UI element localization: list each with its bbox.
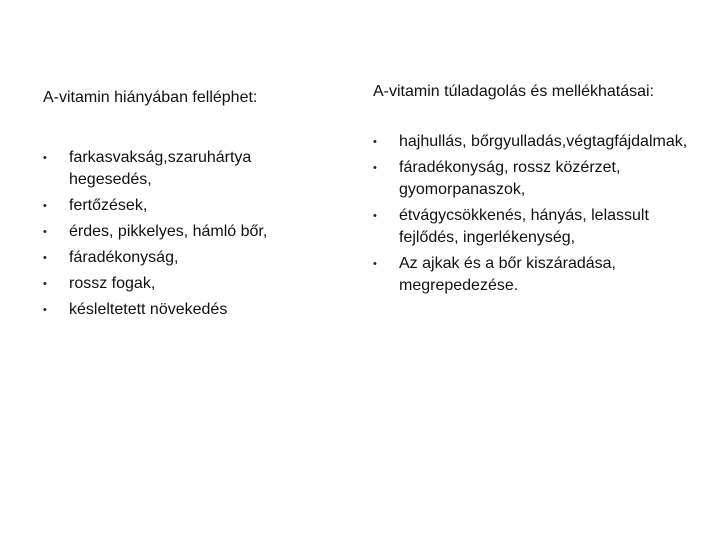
list-item [43,147,333,191]
list-item-text: rossz fogak, [69,275,156,292]
list-item-text: étvágycsökkenés, hányás, lelassult fejlődés, ingerlékenység, [399,207,649,246]
list-item [43,273,333,295]
list-item [373,253,693,297]
list-item-text: Az ajkak és a bőr kiszáradása, megrepedezése. [399,255,616,294]
bullet-icon: • [43,152,47,164]
right-list [373,131,693,297]
right-column [373,81,693,301]
list-item-text: fertőzések, [69,197,148,214]
bullet-icon: • [373,162,377,174]
left-heading: A-vitamin hiányában felléphet: [43,89,258,106]
list-item [43,247,333,269]
bullet-icon: • [373,258,377,270]
list-item [43,221,333,243]
bullet-icon: • [373,210,377,222]
list-item [373,157,693,201]
left-column [43,87,333,325]
list-item [43,299,333,321]
list-item-text: késleltetett növekedés [69,301,228,318]
right-heading: A-vitamin túladagolás és mellékhatásai: [373,83,655,100]
list-item [373,205,693,249]
bullet-icon: • [43,226,47,238]
list-item-text: fáradékonyság, rossz közérzet, gyomorpanaszok, [399,159,621,198]
list-item-text: hajhullás, bőrgyulladás,végtagfájdalmak, [399,133,688,150]
bullet-icon: • [373,136,377,148]
list-item [373,131,693,153]
left-list [43,147,333,321]
list-item-text: fáradékonyság, [69,249,179,266]
list-item-text: farkasvakság,szaruhártya hegesedés, [69,149,252,188]
list-item [43,195,333,217]
bullet-icon: • [43,252,47,264]
bullet-icon: • [43,200,47,212]
bullet-icon: • [43,278,47,290]
list-item-text: érdes, pikkelyes, hámló bőr, [69,223,268,240]
bullet-icon: • [43,304,47,316]
